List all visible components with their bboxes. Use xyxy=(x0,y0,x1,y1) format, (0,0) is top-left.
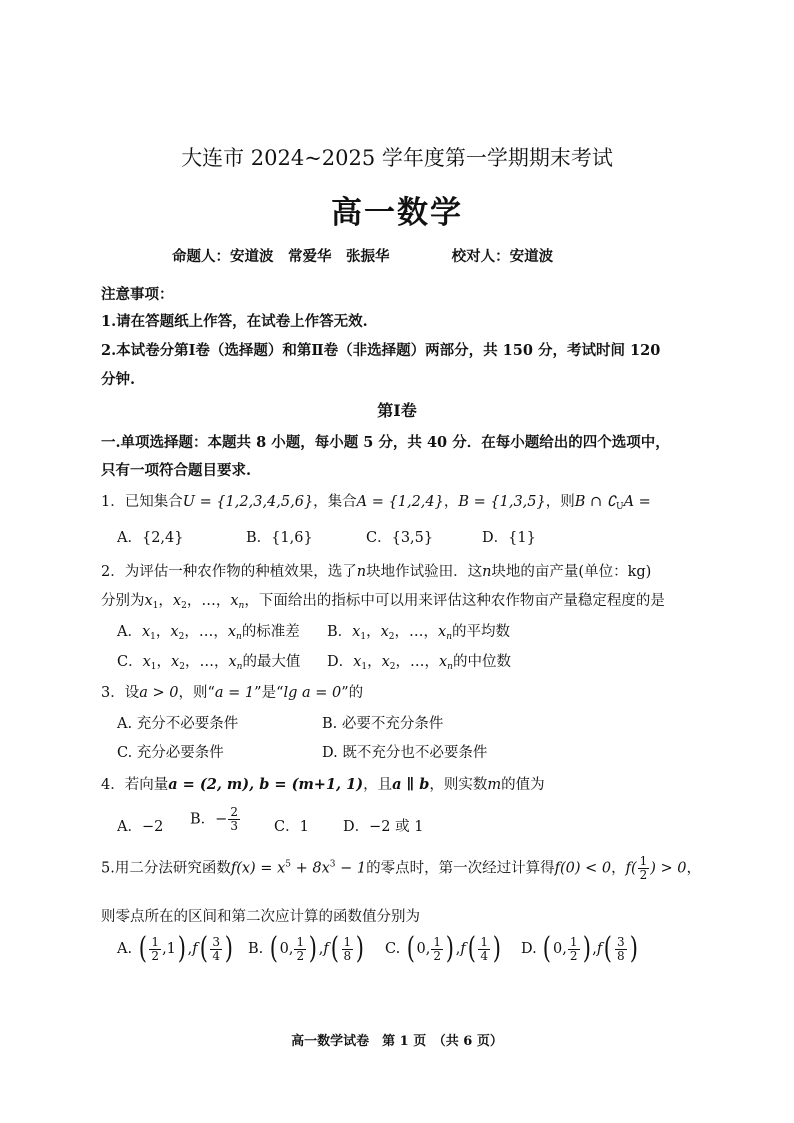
notice-item-2: 2.本试卷分第Ⅰ卷（选择题）和第Ⅱ卷（非选择题）两部分，共 150 分，考试时间 120 xyxy=(101,342,661,359)
section-title: 第Ⅰ卷 xyxy=(377,401,417,420)
question-5-option-a: A. ( $\frac{1}{2}$ ,1) ,f( $\frac{3}{4}$ ) xyxy=(117,931,233,966)
question-4-option-b: B．− $\frac{2}{3}$ xyxy=(190,805,238,833)
question-1-option-b: B．{1,6} xyxy=(246,530,313,546)
question-4-stem: 4．若向量a = (2, m), b = (m+1, 1)，且a ∥ b，则实数m的值为 xyxy=(101,776,545,793)
notice-item-2-cont: 分钟. xyxy=(101,371,136,388)
question-2-option-b: B．$x_1$，$x_2$，…，$x_n$的平均数 xyxy=(327,624,510,642)
question-1-option-c: C．{3,5} xyxy=(366,530,434,546)
authors: 命题人：安道波 常爱华 张振华 xyxy=(172,248,390,265)
exam-title: 大连市 2024~2025 学年度第一学期期末考试 xyxy=(181,146,613,170)
question-1-option-a: A．{2,4} xyxy=(117,530,184,546)
section-instructions-cont: 只有一项符合题目要求. xyxy=(101,462,252,479)
question-2-line-1: 2．为评估一种农作物的种植效果，选了n块地作试验田．这n块地的亩产量(单位：kg) xyxy=(101,564,652,580)
question-5-line-2: 则零点所在的区间和第二次应计算的函数值分别为 xyxy=(101,909,420,925)
question-2-option-c: C．$x_1$，$x_2$，…，$x_n$的最大值 xyxy=(117,654,301,672)
authors-line xyxy=(172,245,553,266)
question-4-option-c: C．1 xyxy=(274,819,309,835)
question-2-line-2: 分别为$x_1$，$x_2$，…，$x_n$，下面给出的指标中可以用来评估这种农作物亩产量稳定程度的是 xyxy=(101,593,665,611)
question-4-option-a: A．−2 xyxy=(117,819,164,835)
page-footer: 高一数学试卷 第 1 页 （共 6 页） xyxy=(291,1034,503,1049)
question-3-option-b: B. 必要不充分条件 xyxy=(322,716,444,732)
question-3-option-c: C. 充分必要条件 xyxy=(117,745,224,761)
question-3-option-d: D. 既不充分也不必要条件 xyxy=(322,745,488,761)
question-2-option-d: D．$x_1$，$x_2$，…，$x_n$的中位数 xyxy=(327,654,511,672)
question-5-option-c: C. ( 0, $\frac{1}{2}$ ) ,f( $\frac{1}{4}$ ) xyxy=(385,931,502,966)
question-1-option-d: D．{1} xyxy=(482,530,536,546)
section-instructions: 一.单项选择题：本题共 8 小题，每小题 5 分，共 40 分．在每小题给出的四个选项中， xyxy=(101,434,670,451)
question-3-stem: 3．设a > 0，则“a = 1”是“lg a = 0”的 xyxy=(101,685,364,701)
question-2-option-a: A．$x_1$，$x_2$，…，$x_n$的标准差 xyxy=(117,624,300,642)
question-5-option-b: B. ( 0, $\frac{1}{2}$ ) ,f( $\frac{1}{8}$ ) xyxy=(248,931,365,966)
question-5-option-d: D. ( 0, $\frac{1}{2}$ ) ,f( $\frac{3}{8}$ ) xyxy=(521,931,638,966)
notice-heading: 注意事项： xyxy=(101,286,174,303)
notice-item-1: 1.请在答题纸上作答，在试卷上作答无效. xyxy=(101,313,368,330)
question-5-stem: 5.用二分法研究函数$f(x) = x^5 + 8x^3 - 1$的零点时，第一次经过计算得f(0) < 0，f( $\frac{1}{2}$ ) > 0， xyxy=(101,854,702,882)
checker: 校对人：安道波 xyxy=(451,248,554,265)
subject-title: 高一数学 xyxy=(331,195,463,231)
question-4-option-d: D．−2 或 1 xyxy=(343,819,424,835)
question-3-option-a: A. 充分不必要条件 xyxy=(117,716,239,732)
question-1-stem: 1．已知集合U = {1,2,3,4,5,6}，集合A = {1,2,4}，B = {1,3,5}，则B ∩ $∁_UA$ = xyxy=(101,494,651,512)
